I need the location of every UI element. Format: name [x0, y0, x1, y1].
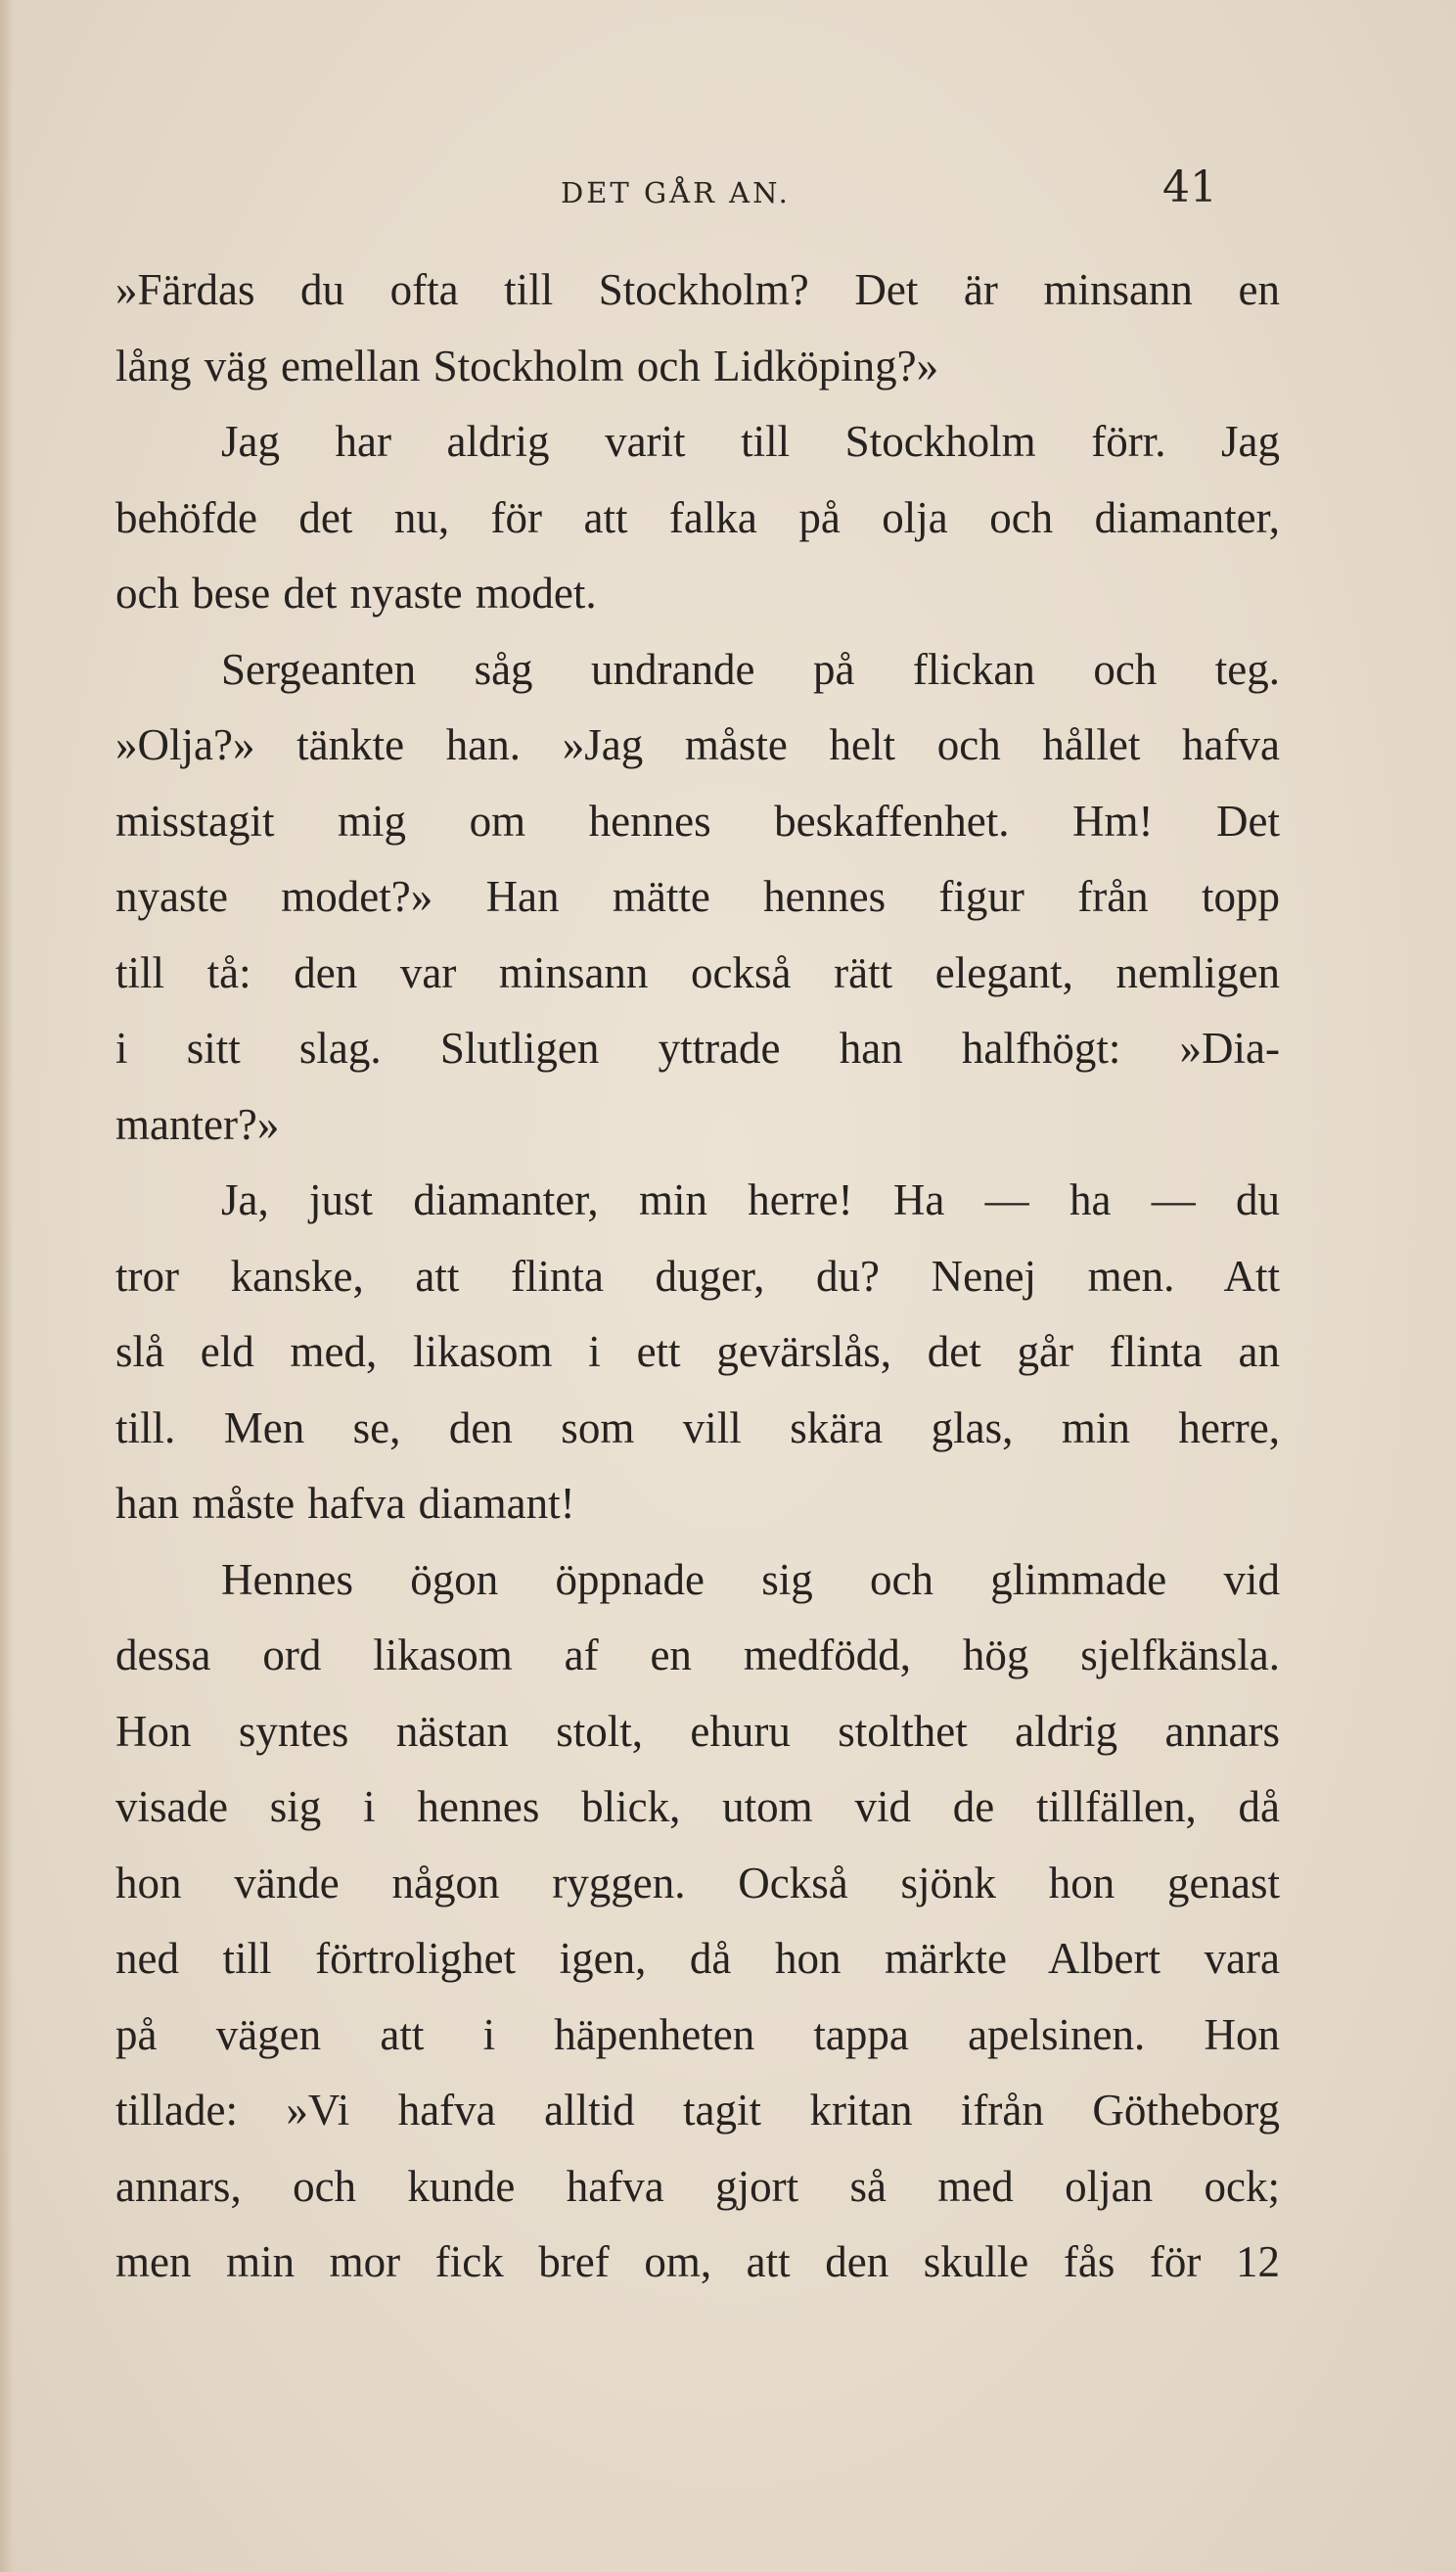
text-line: »Olja?» tänkte han. »Jag måste helt och hållet hafva: [115, 720, 1280, 769]
text-line: manter?»: [115, 1099, 280, 1149]
text-line: till. Men se, den som vill skära glas, min herre,: [115, 1402, 1280, 1452]
text-line: lång väg emellan Stockholm och Lidköping?»: [115, 341, 939, 390]
text-line: men min mor fick bref om, att den skulle fås för 12: [115, 2237, 1280, 2286]
text-line: hon vände någon ryggen. Också sjönk hon genast: [115, 1858, 1280, 1907]
page-number: 41: [1162, 162, 1217, 212]
text-line: nyaste modet?» Han mätte hennes figur från topp: [115, 872, 1280, 921]
text-line: i sitt slag. Slutligen yttrade han halfhögt: »Dia-: [115, 1024, 1280, 1073]
text-line: behöfde det nu, för att falka på olja och diamanter,: [115, 492, 1280, 542]
running-title: DET GÅR AN.: [561, 176, 791, 209]
page-header: [115, 159, 1280, 227]
text-line: på vägen att i häpenheten tappa apelsinen. Hon: [115, 2009, 1280, 2059]
text-line: »Färdas du ofta till Stockholm? Det är minsann en: [115, 265, 1280, 314]
text-line: Jag har aldrig varit till Stockholm förr. Jag: [221, 417, 1280, 466]
text-line: misstagit mig om hennes beskaffenhet. Hm! Det: [115, 796, 1280, 846]
text-line: han måste hafva diamant!: [115, 1479, 575, 1528]
text-line: ned till förtrolighet igen, då hon märkte Albert vara: [115, 1934, 1280, 1983]
text-line: visade sig i hennes blick, utom vid de tillfällen, då: [115, 1782, 1280, 1831]
text-line: Hennes ögon öppnade sig och glimmade vid: [221, 1554, 1280, 1604]
text-line: Sergeanten såg undrande på flickan och teg.: [221, 644, 1280, 694]
text-line: annars, och kunde hafva gjort så med oljan ock;: [115, 2161, 1280, 2211]
page-binding-edge: [0, 0, 14, 2572]
text-line: Ja, just diamanter, min herre! Ha — ha — du: [221, 1175, 1280, 1224]
text-line: Hon syntes nästan stolt, ehuru stolthet aldrig annars: [115, 1706, 1280, 1756]
text-line: tror kanske, att flinta duger, du? Nenej men. Att: [115, 1251, 1280, 1301]
text-line: till tå: den var minsann också rätt elegant, nemligen: [115, 947, 1280, 997]
text-line: dessa ord likasom af en medfödd, hög sjelfkänsla.: [115, 1630, 1280, 1679]
body-text: [115, 253, 1280, 2301]
text-line: och bese det nyaste modet.: [115, 569, 597, 618]
text-line: tillade: »Vi hafva alltid tagit kritan ifrån Götheborg: [115, 2086, 1280, 2135]
text-line: slå eld med, likasom i ett gevärslås, det går flinta an: [115, 1327, 1280, 1376]
